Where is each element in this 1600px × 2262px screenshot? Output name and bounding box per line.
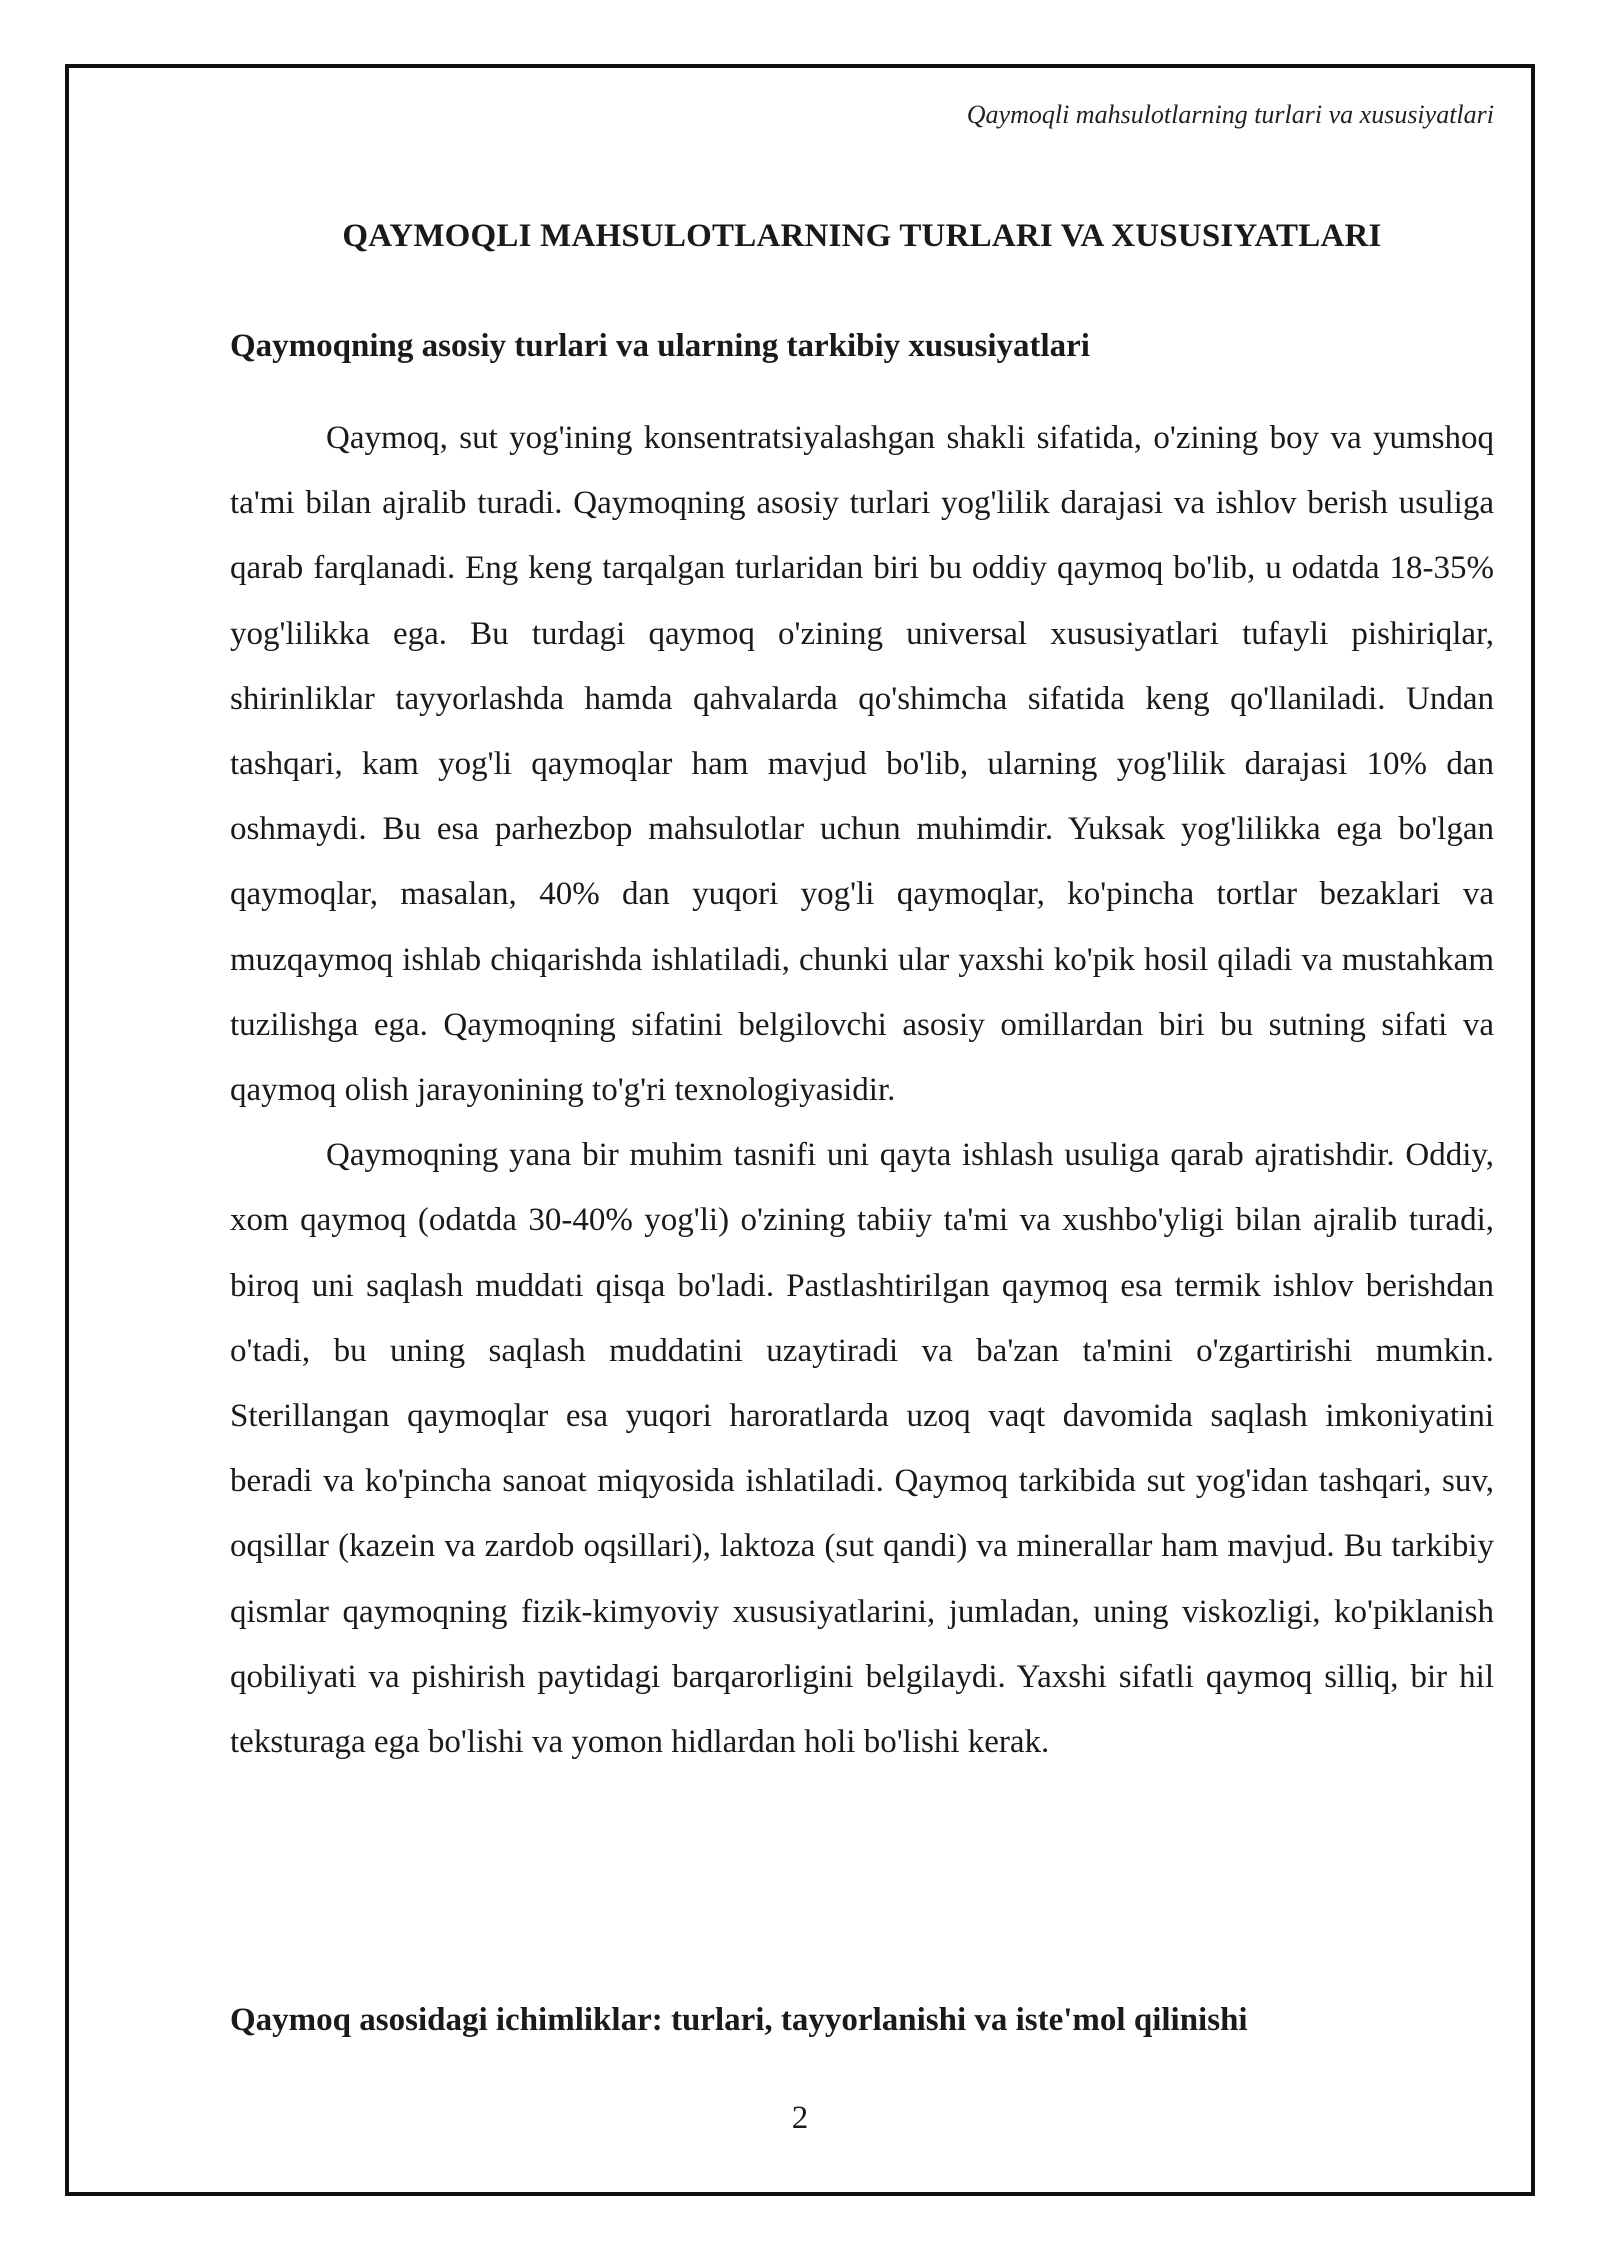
- body-paragraph: Qaymoqning yana bir muhim tasnifi uni qayta ishlash usuliga qarab ajratishdir. Oddiy, xom qaymoq (odatda 30-40% yog'li) o'zining tabiiy ta'mi va xushbo'yligi bilan ajralib turadi, biroq uni saqlash muddati qisqa bo'ladi. Pastlashtirilgan qaymoq esa termik ishlov berishdan o'tadi, bu uning saqlash muddatini uzaytiradi va ba'zan ta'mini o'zgartirishi mumkin. Sterillangan qaymoqlar esa yuqori haroratlarda uzoq vaqt davomida saqlash imkoniyatini beradi va ko'pincha sanoat miqyosida ishlatiladi. Qaymoq tarkibida sut yog'idan tashqari, suv, oqsillar (kazein va zardob oqsillari), laktoza (sut qandi) va minerallar ham mavjud. Bu tarkibiy qismlar qaymoqning fizik-kimyoviy xususiyatlarini, jumladan, uning viskozligi, ko'piklanish qobiliyati va pishirish paytidagi barqarorligini belgilaydi. Yaxshi sifatli qaymoq silliq, bir hil teksturaga ega bo'lishi va yomon hidlardan holi bo'lishi kerak.: [230, 1137, 1494, 1761]
- body-paragraph: Qaymoq, sut yog'ining konsentratsiyalashgan shakli sifatida, o'zining boy va yumshoq ta'mi bilan ajralib turadi. Qaymoqning asosiy turlari yog'lilik darajasi va ishlov berish usuliga qarab farqlanadi. Eng keng tarqalgan turlaridan biri bu oddiy qaymoq bo'lib, u odatda 18-35% yog'lilikka ega. Bu turdagi qaymoq o'zining universal xususiyatlari tufayli pishiriqlar, shirinliklar tayyorlashda hamda qahvalarda qo'shimcha sifatida keng qo'llaniladi. Undan tashqari, kam yog'li qaymoqlar ham mavjud bo'lib, ularning yog'lilik darajasi 10% dan oshmaydi. Bu esa parhezbop mahsulotlar uchun muhimdir. Yuksak yog'lilikka ega bo'lgan qaymoqlar, masalan, 40% dan yuqori yog'li qaymoqlar, ko'pincha tortlar bezaklari va muzqaymoq ishlab chiqarishda ishlatiladi, chunki ular yaxshi ko'pik hosil qiladi va mustahkam tuzilishga ega. Qaymoqning sifatini belgilovchi asosiy omillardan biri bu sutning sifati va qaymoq olish jarayonining to'g'ri texnologiyasidir.: [230, 420, 1494, 1109]
- section-heading-types: Qaymoqning asosiy turlari va ularning tarkibiy xususiyatlari: [230, 328, 1090, 364]
- page-number: 2: [791, 2100, 809, 2136]
- document-title: QAYMOQLI MAHSULOTLARNING TURLARI VA XUSUSIYATLARI: [342, 218, 1382, 254]
- section-heading-drinks: Qaymoq asosidagi ichimliklar: turlari, tayyorlanishi va iste'mol qilinishi: [230, 2002, 1248, 2038]
- section-body: [230, 406, 1494, 1775]
- running-header: Qaymoqli mahsulotlarning turlari va xususiyatlari: [966, 100, 1494, 129]
